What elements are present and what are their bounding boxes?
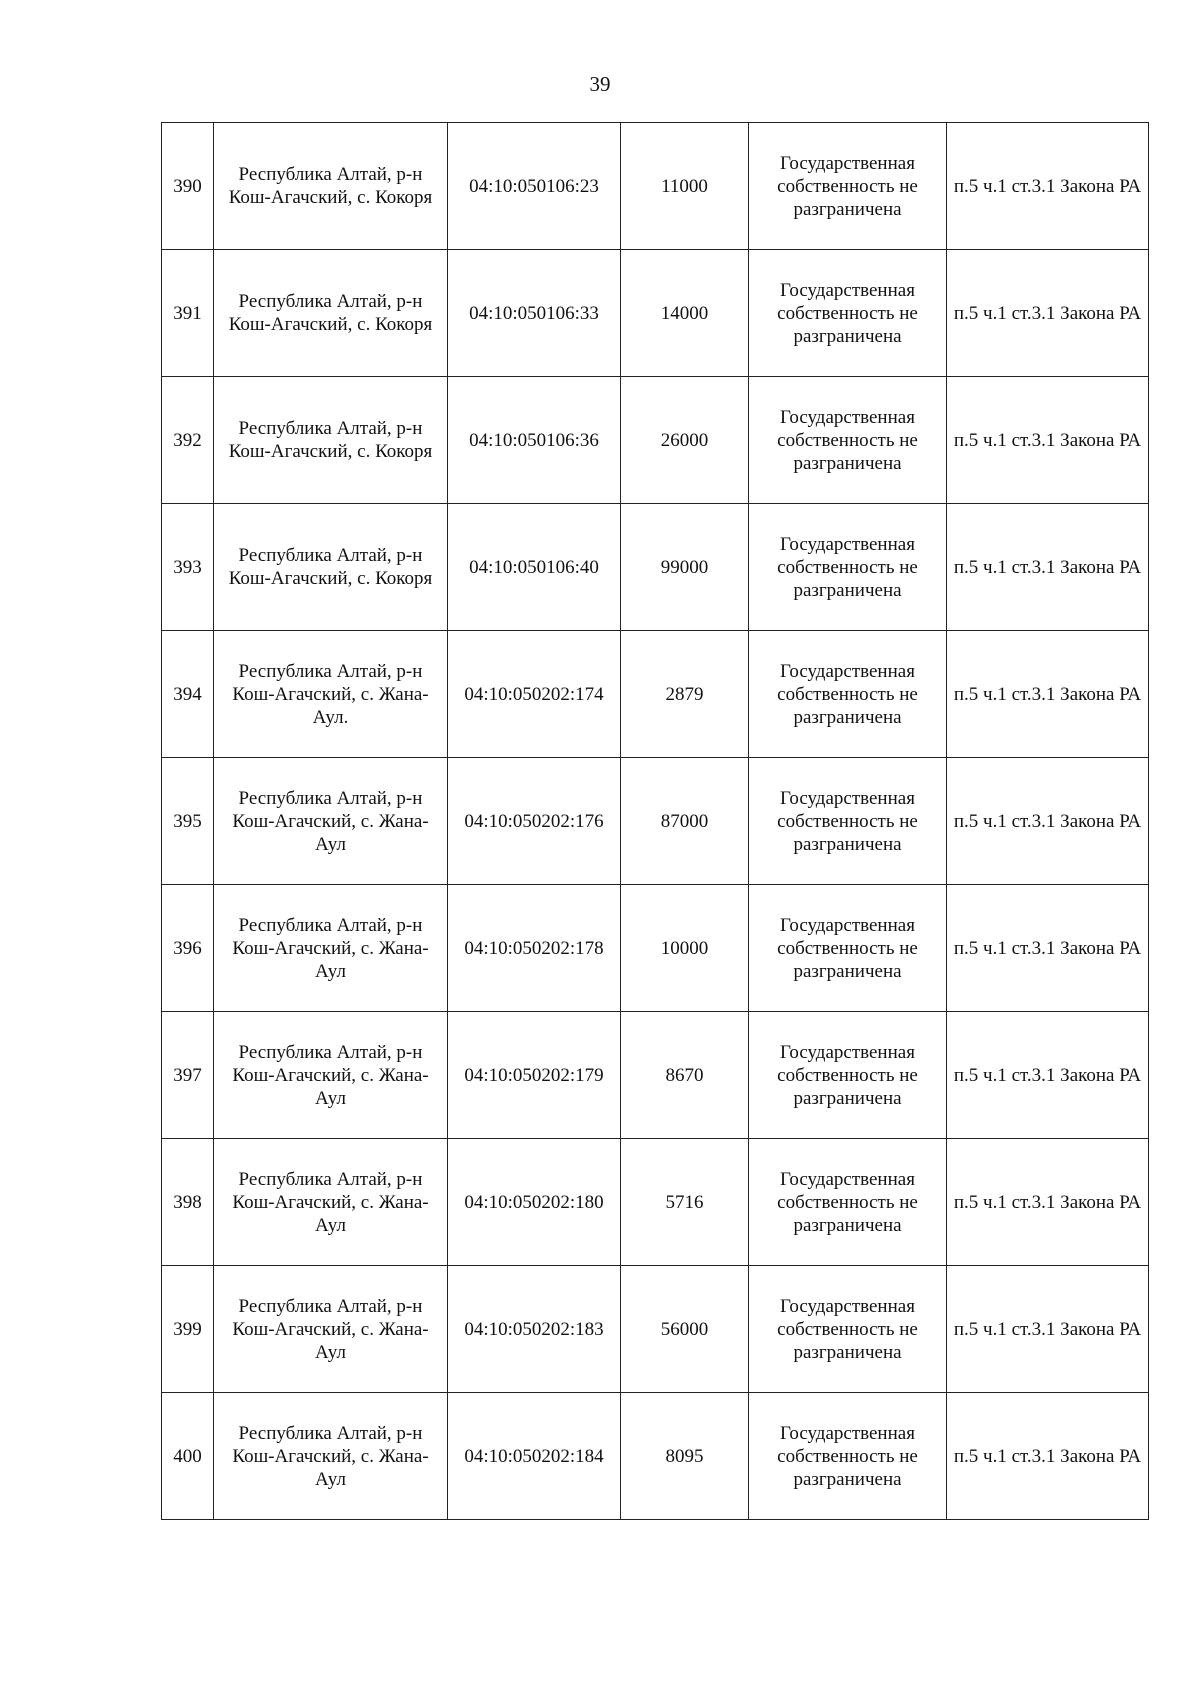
row-number-cell: 396 <box>162 885 214 1012</box>
table-row <box>162 1012 1149 1139</box>
ownership-cell: Государственная собственность не разграничена <box>749 1139 947 1266</box>
address-cell: Республика Алтай, р-н Кош-Агачский, с. Жана-Аул <box>214 758 448 885</box>
area-cell: 5716 <box>621 1139 749 1266</box>
row-number-cell: 391 <box>162 250 214 377</box>
table-row <box>162 377 1149 504</box>
row-number-cell: 397 <box>162 1012 214 1139</box>
address-cell: Республика Алтай, р-н Кош-Агачский, с. Жана-Аул <box>214 885 448 1012</box>
area-cell: 99000 <box>621 504 749 631</box>
legal-basis-cell: п.5 ч.1 ст.3.1 Закона РА <box>947 377 1149 504</box>
legal-basis-cell: п.5 ч.1 ст.3.1 Закона РА <box>947 758 1149 885</box>
ownership-cell: Государственная собственность не разграничена <box>749 1012 947 1139</box>
ownership-cell: Государственная собственность не разграничена <box>749 1266 947 1393</box>
area-cell: 14000 <box>621 250 749 377</box>
row-number-cell: 390 <box>162 123 214 250</box>
address-cell: Республика Алтай, р-н Кош-Агачский, с. Жана-Аул <box>214 1139 448 1266</box>
address-cell: Республика Алтай, р-н Кош-Агачский, с. Кокоря <box>214 504 448 631</box>
ownership-cell: Государственная собственность не разграничена <box>749 250 947 377</box>
cadastral-number-cell: 04:10:050106:40 <box>448 504 621 631</box>
cadastral-number-cell: 04:10:050202:183 <box>448 1266 621 1393</box>
address-cell: Республика Алтай, р-н Кош-Агачский, с. Жана-Аул. <box>214 631 448 758</box>
address-cell: Республика Алтай, р-н Кош-Агачский, с. Жана-Аул <box>214 1266 448 1393</box>
legal-basis-cell: п.5 ч.1 ст.3.1 Закона РА <box>947 885 1149 1012</box>
ownership-cell: Государственная собственность не разграничена <box>749 1393 947 1520</box>
row-number-cell: 395 <box>162 758 214 885</box>
table-row <box>162 1139 1149 1266</box>
ownership-cell: Государственная собственность не разграничена <box>749 631 947 758</box>
cadastral-number-cell: 04:10:050202:180 <box>448 1139 621 1266</box>
area-cell: 8670 <box>621 1012 749 1139</box>
row-number-cell: 398 <box>162 1139 214 1266</box>
address-cell: Республика Алтай, р-н Кош-Агачский, с. Кокоря <box>214 377 448 504</box>
cadastral-number-cell: 04:10:050202:174 <box>448 631 621 758</box>
table-row <box>162 1266 1149 1393</box>
cadastral-number-cell: 04:10:050202:178 <box>448 885 621 1012</box>
table-row <box>162 250 1149 377</box>
legal-basis-cell: п.5 ч.1 ст.3.1 Закона РА <box>947 631 1149 758</box>
area-cell: 8095 <box>621 1393 749 1520</box>
ownership-cell: Государственная собственность не разграничена <box>749 123 947 250</box>
table-row <box>162 758 1149 885</box>
ownership-cell: Государственная собственность не разграничена <box>749 504 947 631</box>
area-cell: 56000 <box>621 1266 749 1393</box>
ownership-cell: Государственная собственность не разграничена <box>749 758 947 885</box>
address-cell: Республика Алтай, р-н Кош-Агачский, с. Жана-Аул <box>214 1393 448 1520</box>
row-number-cell: 392 <box>162 377 214 504</box>
table-row <box>162 885 1149 1012</box>
area-cell: 11000 <box>621 123 749 250</box>
ownership-cell: Государственная собственность не разграничена <box>749 885 947 1012</box>
cadastral-number-cell: 04:10:050106:33 <box>448 250 621 377</box>
legal-basis-cell: п.5 ч.1 ст.3.1 Закона РА <box>947 250 1149 377</box>
page-number: 39 <box>589 72 611 96</box>
ownership-cell: Государственная собственность не разграничена <box>749 377 947 504</box>
address-cell: Республика Алтай, р-н Кош-Агачский, с. Кокоря <box>214 250 448 377</box>
table-body <box>162 123 1149 1520</box>
cadastral-number-cell: 04:10:050202:184 <box>448 1393 621 1520</box>
table-row <box>162 631 1149 758</box>
legal-basis-cell: п.5 ч.1 ст.3.1 Закона РА <box>947 1139 1149 1266</box>
cadastral-number-cell: 04:10:050106:36 <box>448 377 621 504</box>
area-cell: 10000 <box>621 885 749 1012</box>
table-row <box>162 504 1149 631</box>
land-plots-table <box>161 122 1149 1520</box>
legal-basis-cell: п.5 ч.1 ст.3.1 Закона РА <box>947 504 1149 631</box>
table-row <box>162 1393 1149 1520</box>
area-cell: 2879 <box>621 631 749 758</box>
row-number-cell: 393 <box>162 504 214 631</box>
area-cell: 87000 <box>621 758 749 885</box>
cadastral-number-cell: 04:10:050202:176 <box>448 758 621 885</box>
legal-basis-cell: п.5 ч.1 ст.3.1 Закона РА <box>947 123 1149 250</box>
row-number-cell: 400 <box>162 1393 214 1520</box>
cadastral-number-cell: 04:10:050106:23 <box>448 123 621 250</box>
row-number-cell: 399 <box>162 1266 214 1393</box>
table-row <box>162 123 1149 250</box>
legal-basis-cell: п.5 ч.1 ст.3.1 Закона РА <box>947 1266 1149 1393</box>
address-cell: Республика Алтай, р-н Кош-Агачский, с. Кокоря <box>214 123 448 250</box>
cadastral-number-cell: 04:10:050202:179 <box>448 1012 621 1139</box>
legal-basis-cell: п.5 ч.1 ст.3.1 Закона РА <box>947 1012 1149 1139</box>
row-number-cell: 394 <box>162 631 214 758</box>
address-cell: Республика Алтай, р-н Кош-Агачский, с. Жана-Аул <box>214 1012 448 1139</box>
area-cell: 26000 <box>621 377 749 504</box>
legal-basis-cell: п.5 ч.1 ст.3.1 Закона РА <box>947 1393 1149 1520</box>
